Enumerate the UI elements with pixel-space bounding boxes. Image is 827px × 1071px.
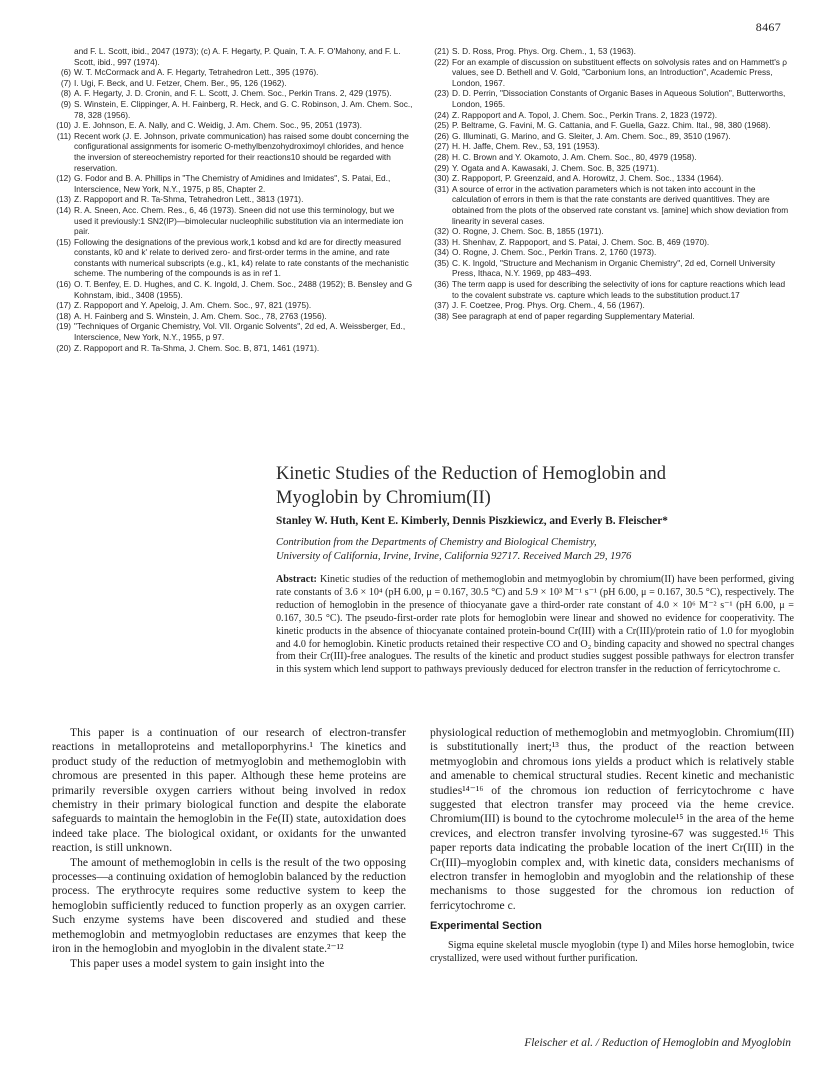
article-title: Kinetic Studies of the Reduction of Hemoglobin and Myoglobin by Chromium(II) [276, 464, 666, 508]
reference-number: (32) [434, 226, 449, 237]
reference-text: Z. Rappoport and R. Ta-Shma, J. Chem. Soc. B, 871, 1461 (1971). [74, 342, 320, 353]
reference-text: H. C. Brown and Y. Okamoto, J. Am. Chem. Soc., 80, 4979 (1958). [452, 151, 697, 162]
reference-text: O. Rogne, J. Chem. Soc. B, 1855 (1971). [452, 226, 604, 237]
body-right-column [430, 726, 794, 965]
reference-text: O. T. Benfey, E. D. Hughes, and C. K. Ingold, J. Chem. Soc., 2488 (1952); B. Bensley and G Kohnstam, ibid., 3408 (1955). [74, 279, 413, 300]
reference-item [430, 57, 792, 89]
reference-number: (13) [56, 194, 71, 205]
reference-number: (31) [434, 183, 449, 194]
reference-item [52, 173, 414, 194]
reference-item [430, 173, 792, 184]
reference-number: (6) [60, 67, 71, 78]
reference-number: (8) [60, 88, 71, 99]
reference-text: See paragraph at end of paper regarding Supplementary Material. [452, 310, 695, 321]
reference-number: (16) [56, 279, 71, 290]
reference-number: (27) [434, 141, 449, 152]
reference-number: (7) [60, 77, 71, 88]
reference-text: W. T. McCormack and A. F. Hegarty, Tetrahedron Lett., 395 (1976). [74, 67, 319, 78]
reference-item [52, 237, 414, 279]
reference-item [430, 152, 792, 163]
body-paragraph: The amount of methemoglobin in cells is the result of the two opposing processes—a continuing oxidation of hemoglobin balanced by the reduction process. The erythrocyte requires some reductive system to keep the hemoglobin sufficiently reduced to function properly as an oxygen carrier. Such enzyme systems have been discovered and studied and these methemoglobin and metmyoglobin reductases are enzymes that keep the iron in the hemoglobin and myoglobin in the divalent state.²⁻¹² [52, 855, 406, 956]
references-left-column [52, 46, 414, 353]
reference-text: S. Winstein, E. Clippinger, A. H. Fainberg, R. Heck, and G. C. Robinson, J. Am. Chem. Soc., 78, 328 (1956). [74, 98, 413, 120]
reference-number: (30) [434, 173, 449, 184]
abstract-text: Kinetic studies of the reduction of methemoglobin and metmyoglobin by chromium(II) have been performed, giving rate constants of 3.6 × 10⁴ (pH 6.00, μ = 0.167, 30.5 °C) and 5.9 × 10³ M⁻¹ s⁻¹ (pH 6.00, μ = 0.167, 30.5 °C), respectively. The reduction of hemoglobin in the presence of thiocyanate gave a third-order rate constant of 4.0 × 10⁶ M⁻² s⁻¹ (pH 6.00, μ = 0.167, 30.5 °C). The pseudo-first-order rate plots for hemoglobin were linear and showed no evidence for cooperativity. The kinetic products in the absence of thiocyanate contained protein-bound Cr(III) with a Cr(III)/protein ratio of 1.0 for myoglobin and 4.0 for hemoglobin. Kinetic products retained their respective CO and O₂ binding capacity and showed no spectral changes from their Cr(III)-free analogues. The results of the kinetic and product studies suggest possible pathways for electron transfer in this system which lend support to pathways previously deduced for electron transfer in the reduction of ferricytochrome c. [276, 574, 794, 676]
reference-item [52, 300, 414, 311]
reference-text: Z. Rappoport, P. Greenzaid, and A. Horowitz, J. Chem. Soc., 1334 (1964). [452, 173, 724, 184]
reference-number: (11) [56, 130, 71, 141]
reference-number: (21) [434, 46, 449, 56]
reference-number: (17) [56, 300, 71, 311]
reference-number: (14) [56, 204, 71, 215]
reference-text: Z. Rappoport and A. Topol, J. Chem. Soc., Perkin Trans. 2, 1823 (1972). [452, 109, 718, 120]
reference-item [430, 311, 792, 322]
affiliation-line: Contribution from the Departments of Chemistry and Biological Chemistry, [276, 537, 597, 548]
body-paragraph: physiological reduction of methemoglobin and metmyoglobin. Chromium(III) is substitutionally inert;¹³ thus, the product of the reaction between metmyoglobin and chromous ions yields a product which is relatively stable and amenable to chemical structural studies. Recent kinetic and mechanistic studies¹⁴⁻¹⁶ of the chromous ion reduction of ferricytochrome c have suggested that electron transfer may proceed via the heme crevice. Chromium(III) is bound to the cytochrome molecule¹⁵ in the area of the heme crevices, and electron transfer involving tyrosine-67 was suggested.¹⁶ This paper reports data indicating the probable location of the inert Cr(III) in the Cr(III)–myoglobin complex and, with kinetic data, considers mechanisms of electron transfer in hemoglobin and myoglobin and the relationship of these mechanisms to those suggested for the chromous ion reduction of ferricytochrome c. [430, 726, 794, 912]
reference-text: G. Illuminati, G. Marino, and G. Sleiter, J. Am. Chem. Soc., 89, 3510 (1967). [452, 130, 731, 141]
reference-number: (35) [434, 257, 449, 268]
reference-number: (34) [434, 247, 449, 258]
reference-text: Following the designations of the previous work,1 kobsd and kd are for directly measured constants, k0 and k' relate to derived zero- and first-order terms in the amine, and rate constants with numerical subscripts (e.g., k1, k4) relate to rate constants of the mechanistic scheme. The numbering of the compounds is as in ref 1. [74, 236, 409, 279]
reference-number: (22) [434, 56, 449, 67]
reference-item [52, 194, 414, 205]
reference-item [430, 258, 792, 279]
reference-text: P. Beltrame, G. Favini, M. G. Cattania, and F. Guella, Gazz. Chim. Ital., 98, 380 (1968). [452, 120, 771, 131]
article-authors: Stanley W. Huth, Kent E. Kimberly, Dennis Piszkiewicz, and Everly B. Fleischer* [276, 515, 668, 527]
references-right-column [430, 46, 792, 321]
reference-text: A. F. Hegarty, J. D. Cronin, and F. L. Scott, J. Chem. Soc., Perkin Trans. 2, 429 (1975). [74, 88, 392, 99]
reference-number: (26) [434, 130, 449, 141]
reference-item [430, 279, 792, 300]
reference-item [52, 67, 414, 78]
reference-text: A. H. Fainberg and S. Winstein, J. Am. Chem. Soc., 78, 2763 (1956). [74, 310, 327, 321]
reference-item [430, 226, 792, 237]
reference-number: (33) [434, 236, 449, 247]
reference-text: G. Fodor and B. A. Phillips in "The Chemistry of Amidines and Imidates", S. Patai, Ed., Interscience, New York, N.Y., 1975, p 85, Chapter 2. [74, 173, 391, 194]
reference-item [52, 99, 414, 120]
received-line: University of California, Irvine, Irvine, California 92717. Received March 29, 1976 [276, 551, 632, 562]
body-left-column [52, 726, 406, 971]
reference-text: S. D. Ross, Prog. Phys. Org. Chem., 1, 53 (1963). [452, 46, 636, 56]
running-footer: Fleischer et al. / Reduction of Hemoglobin and Myoglobin [524, 1037, 791, 1049]
reference-text: "Techniques of Organic Chemistry, Vol. VII. Organic Solvents", 2d ed, A. Weissberger, Ed., Interscience, New York, N.Y., 1955, p 97. [74, 321, 406, 343]
reference-text: The term αapp is used for describing the selectivity of ions for capture reactions which lead to the covalent substrate vs. capture which leads to the substitution product.17 [452, 279, 786, 300]
reference-item [430, 141, 792, 152]
reference-text: C. K. Ingold, "Structure and Mechanism in Organic Chemistry", 2d ed, Cornell University Press, Ithaca, N.Y. 1969, pp 483–493. [452, 257, 776, 279]
reference-number: (37) [434, 300, 449, 311]
reference-number: (12) [56, 173, 71, 184]
reference-number: (29) [434, 162, 449, 173]
reference-item [52, 321, 414, 342]
reference-number: (20) [56, 342, 71, 353]
reference-number: (23) [434, 88, 449, 99]
reference-item [430, 120, 792, 131]
reference-item [430, 131, 792, 142]
reference-text: A source of error in the activation parameters which is not taken into account in the calculation of errors in them is that the rate constants are derived quantitives. They are obtained from the plots of the observed rate constant vs. [amine] which show deviation from linearity in several cases. [452, 183, 789, 226]
reference-item [52, 279, 414, 300]
reference-item [52, 311, 414, 322]
reference-item [52, 88, 414, 99]
reference-text: O. Rogne, J. Chem. Soc., Perkin Trans. 2, 1760 (1973). [452, 247, 657, 258]
section-heading: Experimental Section [430, 920, 542, 933]
reference-item [52, 120, 414, 131]
reference-text: I. Ugi, F. Beck, and U. Fetzer, Chem. Ber., 95, 126 (1962). [74, 77, 287, 88]
reference-number: (9) [60, 98, 71, 109]
reference-text: Recent work (J. E. Johnson, private communication) has raised some doubt concerning the configurational assignments for isomeric O-methylbenzohydroximoyl chlorides, and hence the inversion of stereochemistry reported for their reactions10 should be regarded with reservation. [74, 130, 409, 173]
reference-item [52, 131, 414, 173]
reference-number: (28) [434, 151, 449, 162]
reference-text: J. E. Johnson, E. A. Nally, and C. Weidig, J. Am. Chem. Soc., 95, 2051 (1973). [74, 120, 362, 131]
reference-item [52, 46, 414, 67]
reference-item [52, 343, 414, 354]
reference-item [430, 163, 792, 174]
reference-text: Y. Ogata and A. Kawasaki, J. Chem. Soc. B, 325 (1971). [452, 162, 659, 173]
reference-item [430, 300, 792, 311]
reference-number: (24) [434, 109, 449, 120]
reference-number: (38) [434, 310, 449, 321]
reference-number: (36) [434, 279, 449, 290]
body-paragraph: This paper uses a model system to gain insight into the [70, 956, 325, 970]
reference-item [52, 78, 414, 89]
reference-number: (15) [56, 236, 71, 247]
reference-number: (10) [56, 120, 71, 131]
reference-item [52, 205, 414, 237]
reference-number: (18) [56, 310, 71, 321]
reference-item [430, 184, 792, 226]
reference-text: For an example of discussion on substituent effects on solvolysis rates and on Hammett's ρ values, see D. Bethell and V. Gold, "Carbonium Ions, an Introduction", Academic Press, London, 1967. [452, 56, 787, 88]
reference-text: H. H. Jaffe, Chem. Rev., 53, 191 (1953). [452, 141, 600, 152]
reference-text: H. Shenhav, Z. Rappoport, and S. Patai, J. Chem. Soc. B, 469 (1970). [452, 236, 710, 247]
article-affiliation [276, 536, 796, 564]
reference-item [430, 110, 792, 121]
reference-number: (25) [434, 120, 449, 131]
reference-item [430, 88, 792, 109]
reference-text: Z. Rappoport and Y. Apeloig, J. Am. Chem. Soc., 97, 821 (1975). [74, 300, 312, 311]
page-number: 8467 [755, 20, 781, 34]
reference-text: D. D. Perrin, "Dissociation Constants of Organic Bases in Aqueous Solution", Butterworths, London, 1965. [452, 88, 786, 109]
abstract [276, 574, 794, 677]
reference-text: J. F. Coetzee, Prog. Phys. Org. Chem., 4, 56 (1967). [452, 300, 645, 311]
reference-text: and F. L. Scott, ibid., 2047 (1973); (c) A. F. Hegarty, P. Quain, T. A. F. O'Mahony, and F. L. Scott, ibid., 997 (1974). [74, 46, 401, 67]
reference-number: (19) [56, 321, 71, 332]
reference-text: Z. Rappoport and R. Ta-Shma, Tetrahedron Lett., 3813 (1971). [74, 194, 304, 205]
reference-text: R. A. Sneen, Acc. Chem. Res., 6, 46 (1973). Sneen did not use this terminology, but we used it previously:1 SN2(IP)—bimolecular nucleophilic substitution via an intermediate ion pair. [74, 204, 404, 237]
experimental-paragraph: Sigma equine skeletal muscle myoglobin (type I) and Miles horse hemoglobin, twice crystallized, were used without further purification. [430, 939, 794, 964]
reference-item [430, 247, 792, 258]
abstract-label: Abstract: [276, 574, 317, 585]
reference-item [430, 46, 792, 57]
reference-item [430, 237, 792, 248]
body-paragraph: This paper is a continuation of our research of electron-transfer reactions in metalloproteins and metalloporphyrins.¹ The kinetics and product study of the reduction of metmyoglobin and methemoglobin with chromous are presented in this paper. Although these heme proteins are primarily reversible oxygen carriers without being involved in redox chemistry in their primary biological function and despite the elaborate safeguards to maintain the hemoglobin in the Fe(II) state, autoxidation does indeed take place. The biological oxidant, or oxidants for the unwanted reaction, is still unknown. [52, 726, 406, 855]
